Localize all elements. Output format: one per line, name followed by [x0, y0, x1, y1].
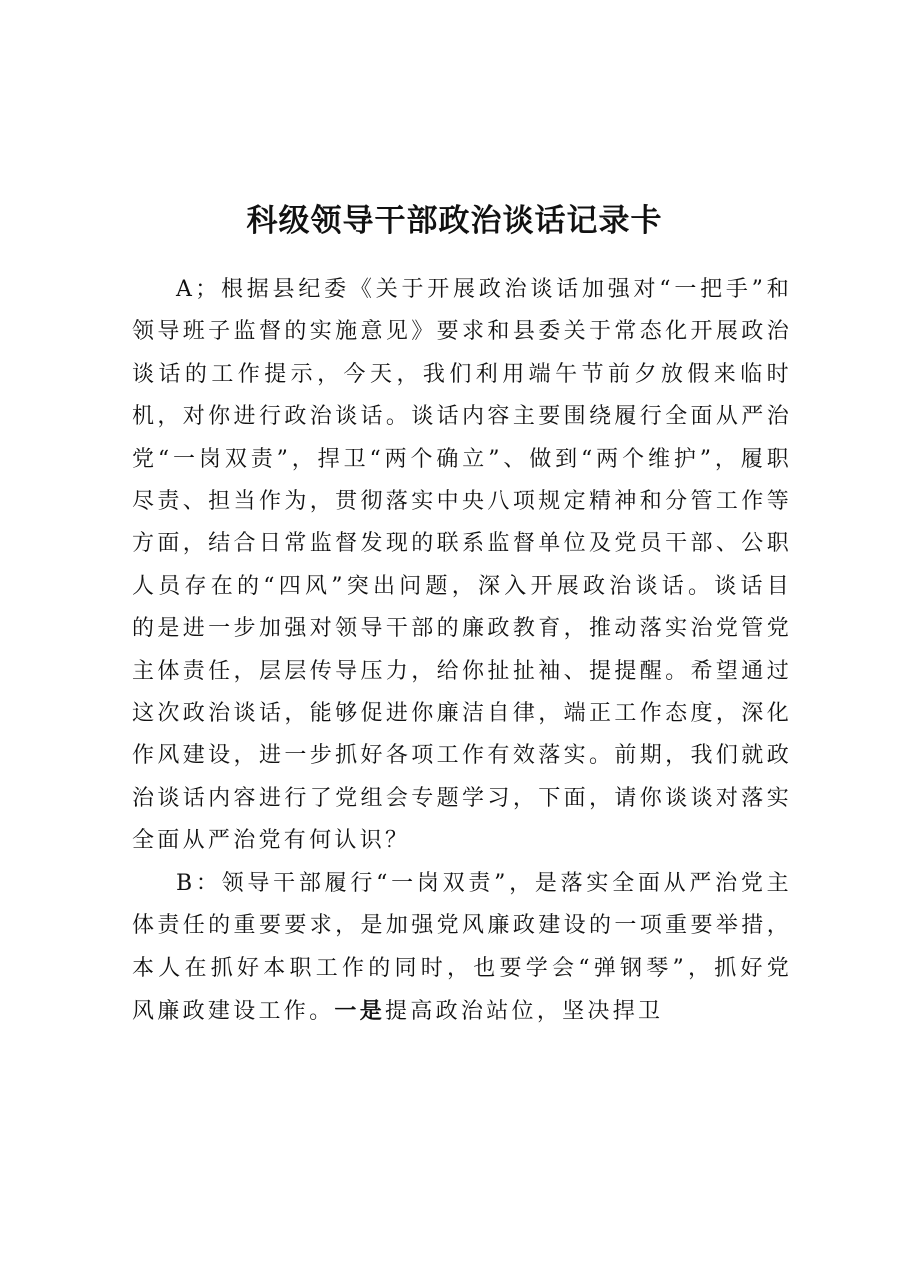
- speaker-label: B: [176, 870, 196, 896]
- paragraph-text: 领导干部履行“一岗双责”，是落实全面从严治党主体责任的重要要求，是加强党风廉政建设的一项重要举措，本人在抓好本职工作的同时，也要学会“弹钢琴”，抓好党风廉政建设工作。: [132, 870, 792, 1024]
- paragraph-text-continued: 提高政治站位，坚决捍卫: [385, 998, 664, 1024]
- document-title: 科级领导干部政治谈话记录卡: [246, 203, 663, 239]
- speaker-separator: ；: [195, 277, 221, 302]
- paragraph-text: 根据县纪委《关于开展政治谈话加强对“一把手”和领导班子监督的实施意见》要求和县委关于常态化开展政治谈话的工作提示，今天，我们利用端午节前夕放假来临时机，对你进行政治谈话。谈话内容主要围绕履行全面从严治党“一岗双责”，捍卫“两个确立”、做到“两个维护”，履职尽责、担当作为，贯彻落实中央八项规定精神和分管工作等方面，结合日常监督发现的联系监督单位及党员干部、公职人员存在的“四风”突出问题，深入开展政治谈话。谈话目的是进一步加强对领导干部的廉政教育，推动落实治党管党主体责任，层层传导压力，给你扯扯袖、提提醒。希望通过这次政治谈话，能够促进你廉洁自律，端正工作态度，深化作风建设，进一步抓好各项工作有效落实。前期，我们就政治谈话内容进行了党组会专题学习，下面，请你谈谈对落实全面从严治党有何认识？: [132, 277, 792, 854]
- paragraph-a: [132, 269, 792, 863]
- speaker-separator: ：: [195, 870, 222, 896]
- paragraph-b: [132, 863, 792, 1034]
- bold-lead-text: 一是: [334, 997, 386, 1024]
- speaker-label: A: [176, 277, 196, 302]
- document-body: [132, 269, 792, 1033]
